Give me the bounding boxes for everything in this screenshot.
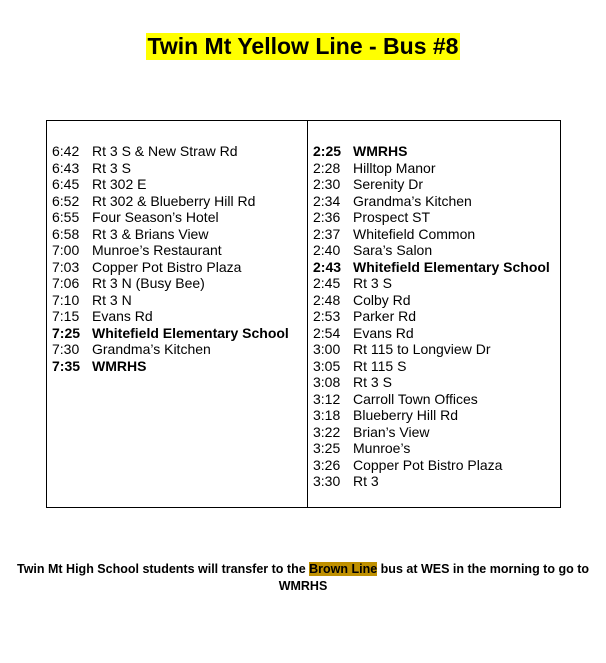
stop-name: Rt 115 to Longview Dr	[353, 341, 491, 357]
stop-name: Rt 3 S	[92, 159, 131, 176]
stop-name: Rt 3 & Brians View	[92, 225, 209, 242]
stop-name: Sara’s Salon	[353, 242, 433, 258]
stop-name: Grandma’s Kitchen	[92, 341, 211, 357]
stop-name: Whitefield Elementary School	[353, 258, 550, 275]
stop-time: 2:34	[313, 192, 341, 209]
schedule-row	[313, 325, 560, 342]
schedule-row	[52, 242, 307, 259]
stop-time: 3:05	[313, 357, 341, 374]
stop-time: 7:25	[52, 324, 81, 341]
stop-name: Rt 302 E	[92, 176, 147, 192]
schedule-row	[52, 176, 307, 193]
schedule-row	[313, 193, 560, 210]
schedule-row	[313, 341, 560, 358]
stop-name: Rt 3 N	[92, 291, 132, 308]
stop-time: 6:42	[52, 143, 80, 159]
stop-time: 7:15	[52, 308, 80, 324]
stop-time: 3:00	[313, 341, 341, 357]
stop-time: 7:03	[52, 258, 80, 275]
stop-name: Whitefield Elementary School	[92, 324, 289, 341]
schedule-row	[313, 143, 560, 160]
stop-name: Copper Pot Bistro Plaza	[353, 456, 503, 473]
stop-time: 3:12	[313, 390, 341, 407]
stop-name: Parker Rd	[353, 308, 417, 324]
schedule-row	[313, 374, 560, 391]
stop-name: WMRHS	[92, 357, 147, 374]
note-text-after: bus at WES in the morning to go to WMRHS	[278, 562, 589, 593]
schedule-row	[313, 391, 560, 408]
stop-name: Serenity Dr	[353, 176, 424, 192]
stop-name: Rt 115 S	[353, 357, 407, 374]
stop-time: 2:48	[313, 291, 341, 308]
stop-time: 3:22	[313, 423, 341, 440]
stop-time: 6:52	[52, 192, 80, 209]
schedule-table	[46, 120, 561, 508]
schedule-row	[313, 292, 560, 309]
stop-time: 2:37	[313, 225, 341, 242]
stop-time: 6:58	[52, 225, 80, 242]
schedule-row	[313, 424, 560, 441]
stop-time: 6:55	[52, 209, 80, 225]
schedule-row	[313, 308, 560, 325]
schedule-row	[313, 358, 560, 375]
stop-time: 2:43	[313, 258, 342, 275]
stop-time: 7:30	[52, 341, 80, 357]
schedule-row	[52, 292, 307, 309]
schedule-row	[313, 226, 560, 243]
schedule-row	[313, 407, 560, 424]
stop-name: Prospect ST	[353, 209, 431, 225]
schedule-row	[313, 160, 560, 177]
stop-name: Rt 3 S	[353, 275, 392, 291]
stop-time: 2:28	[313, 159, 341, 176]
schedule-row	[313, 259, 560, 276]
stop-name: Copper Pot Bistro Plaza	[92, 258, 242, 275]
transfer-note	[0, 561, 606, 595]
schedule-row	[313, 473, 560, 490]
stop-time: 7:35	[52, 357, 81, 374]
schedule-row	[52, 275, 307, 292]
stop-name: Carroll Town Offices	[353, 390, 478, 407]
stop-name: Whitefield Common	[353, 225, 476, 242]
schedule-row	[52, 143, 307, 160]
stop-name: WMRHS	[353, 143, 408, 159]
stop-name: Munroe’s Restaurant	[92, 242, 222, 258]
schedule-row	[52, 160, 307, 177]
schedule-row	[313, 440, 560, 457]
stop-name: Hilltop Manor	[353, 159, 436, 176]
schedule-row	[52, 226, 307, 243]
morning-column	[47, 121, 308, 507]
schedule-row	[52, 193, 307, 210]
title-wrap	[0, 33, 606, 60]
stop-name: Evans Rd	[353, 324, 414, 341]
schedule-row	[52, 325, 307, 342]
stop-time: 3:25	[313, 440, 341, 456]
stop-time: 2:53	[313, 308, 341, 324]
schedule-row	[313, 457, 560, 474]
stop-name: Rt 302 & Blueberry Hill Rd	[92, 192, 256, 209]
stop-time: 3:26	[313, 456, 341, 473]
stop-name: Brian’s View	[353, 423, 430, 440]
stop-time: 3:30	[313, 473, 341, 489]
stop-name: Rt 3 S & New Straw Rd	[92, 143, 238, 159]
stop-name: Four Season’s Hotel	[92, 209, 219, 225]
stop-name: Colby Rd	[353, 291, 411, 308]
afternoon-column	[308, 121, 560, 507]
stop-name: Blueberry Hill Rd	[353, 407, 459, 423]
stop-time: 2:36	[313, 209, 341, 225]
note-text-before: Twin Mt High School students will transfer to the	[17, 562, 310, 576]
stop-name: Rt 3	[353, 473, 379, 489]
schedule-row	[52, 308, 307, 325]
stop-name: Grandma’s Kitchen	[353, 192, 472, 209]
stop-name: Munroe’s	[353, 440, 411, 456]
stop-name: Rt 3 N (Busy Bee)	[92, 275, 205, 291]
schedule-row	[313, 242, 560, 259]
schedule-row	[52, 341, 307, 358]
schedule-row	[52, 259, 307, 276]
stop-time: 2:30	[313, 176, 341, 192]
page-title: Twin Mt Yellow Line - Bus #8	[147, 33, 459, 59]
schedule-row	[52, 209, 307, 226]
stop-time: 2:25	[313, 143, 342, 159]
schedule-row	[313, 209, 560, 226]
stop-time: 7:00	[52, 242, 80, 258]
stop-time: 2:54	[313, 324, 341, 341]
schedule-row	[313, 176, 560, 193]
stop-time: 2:40	[313, 242, 341, 258]
stop-time: 7:06	[52, 275, 80, 291]
stop-time: 6:45	[52, 176, 80, 192]
schedule-row	[313, 275, 560, 292]
brown-line-highlight: Brown Line	[309, 562, 378, 576]
stop-name: Rt 3 S	[353, 374, 392, 390]
stop-time: 7:10	[52, 291, 80, 308]
stop-time: 6:43	[52, 159, 80, 176]
stop-name: Evans Rd	[92, 308, 153, 324]
schedule-row	[52, 358, 307, 375]
stop-time: 2:45	[313, 275, 341, 291]
stop-time: 3:08	[313, 374, 341, 390]
stop-time: 3:18	[313, 407, 341, 423]
